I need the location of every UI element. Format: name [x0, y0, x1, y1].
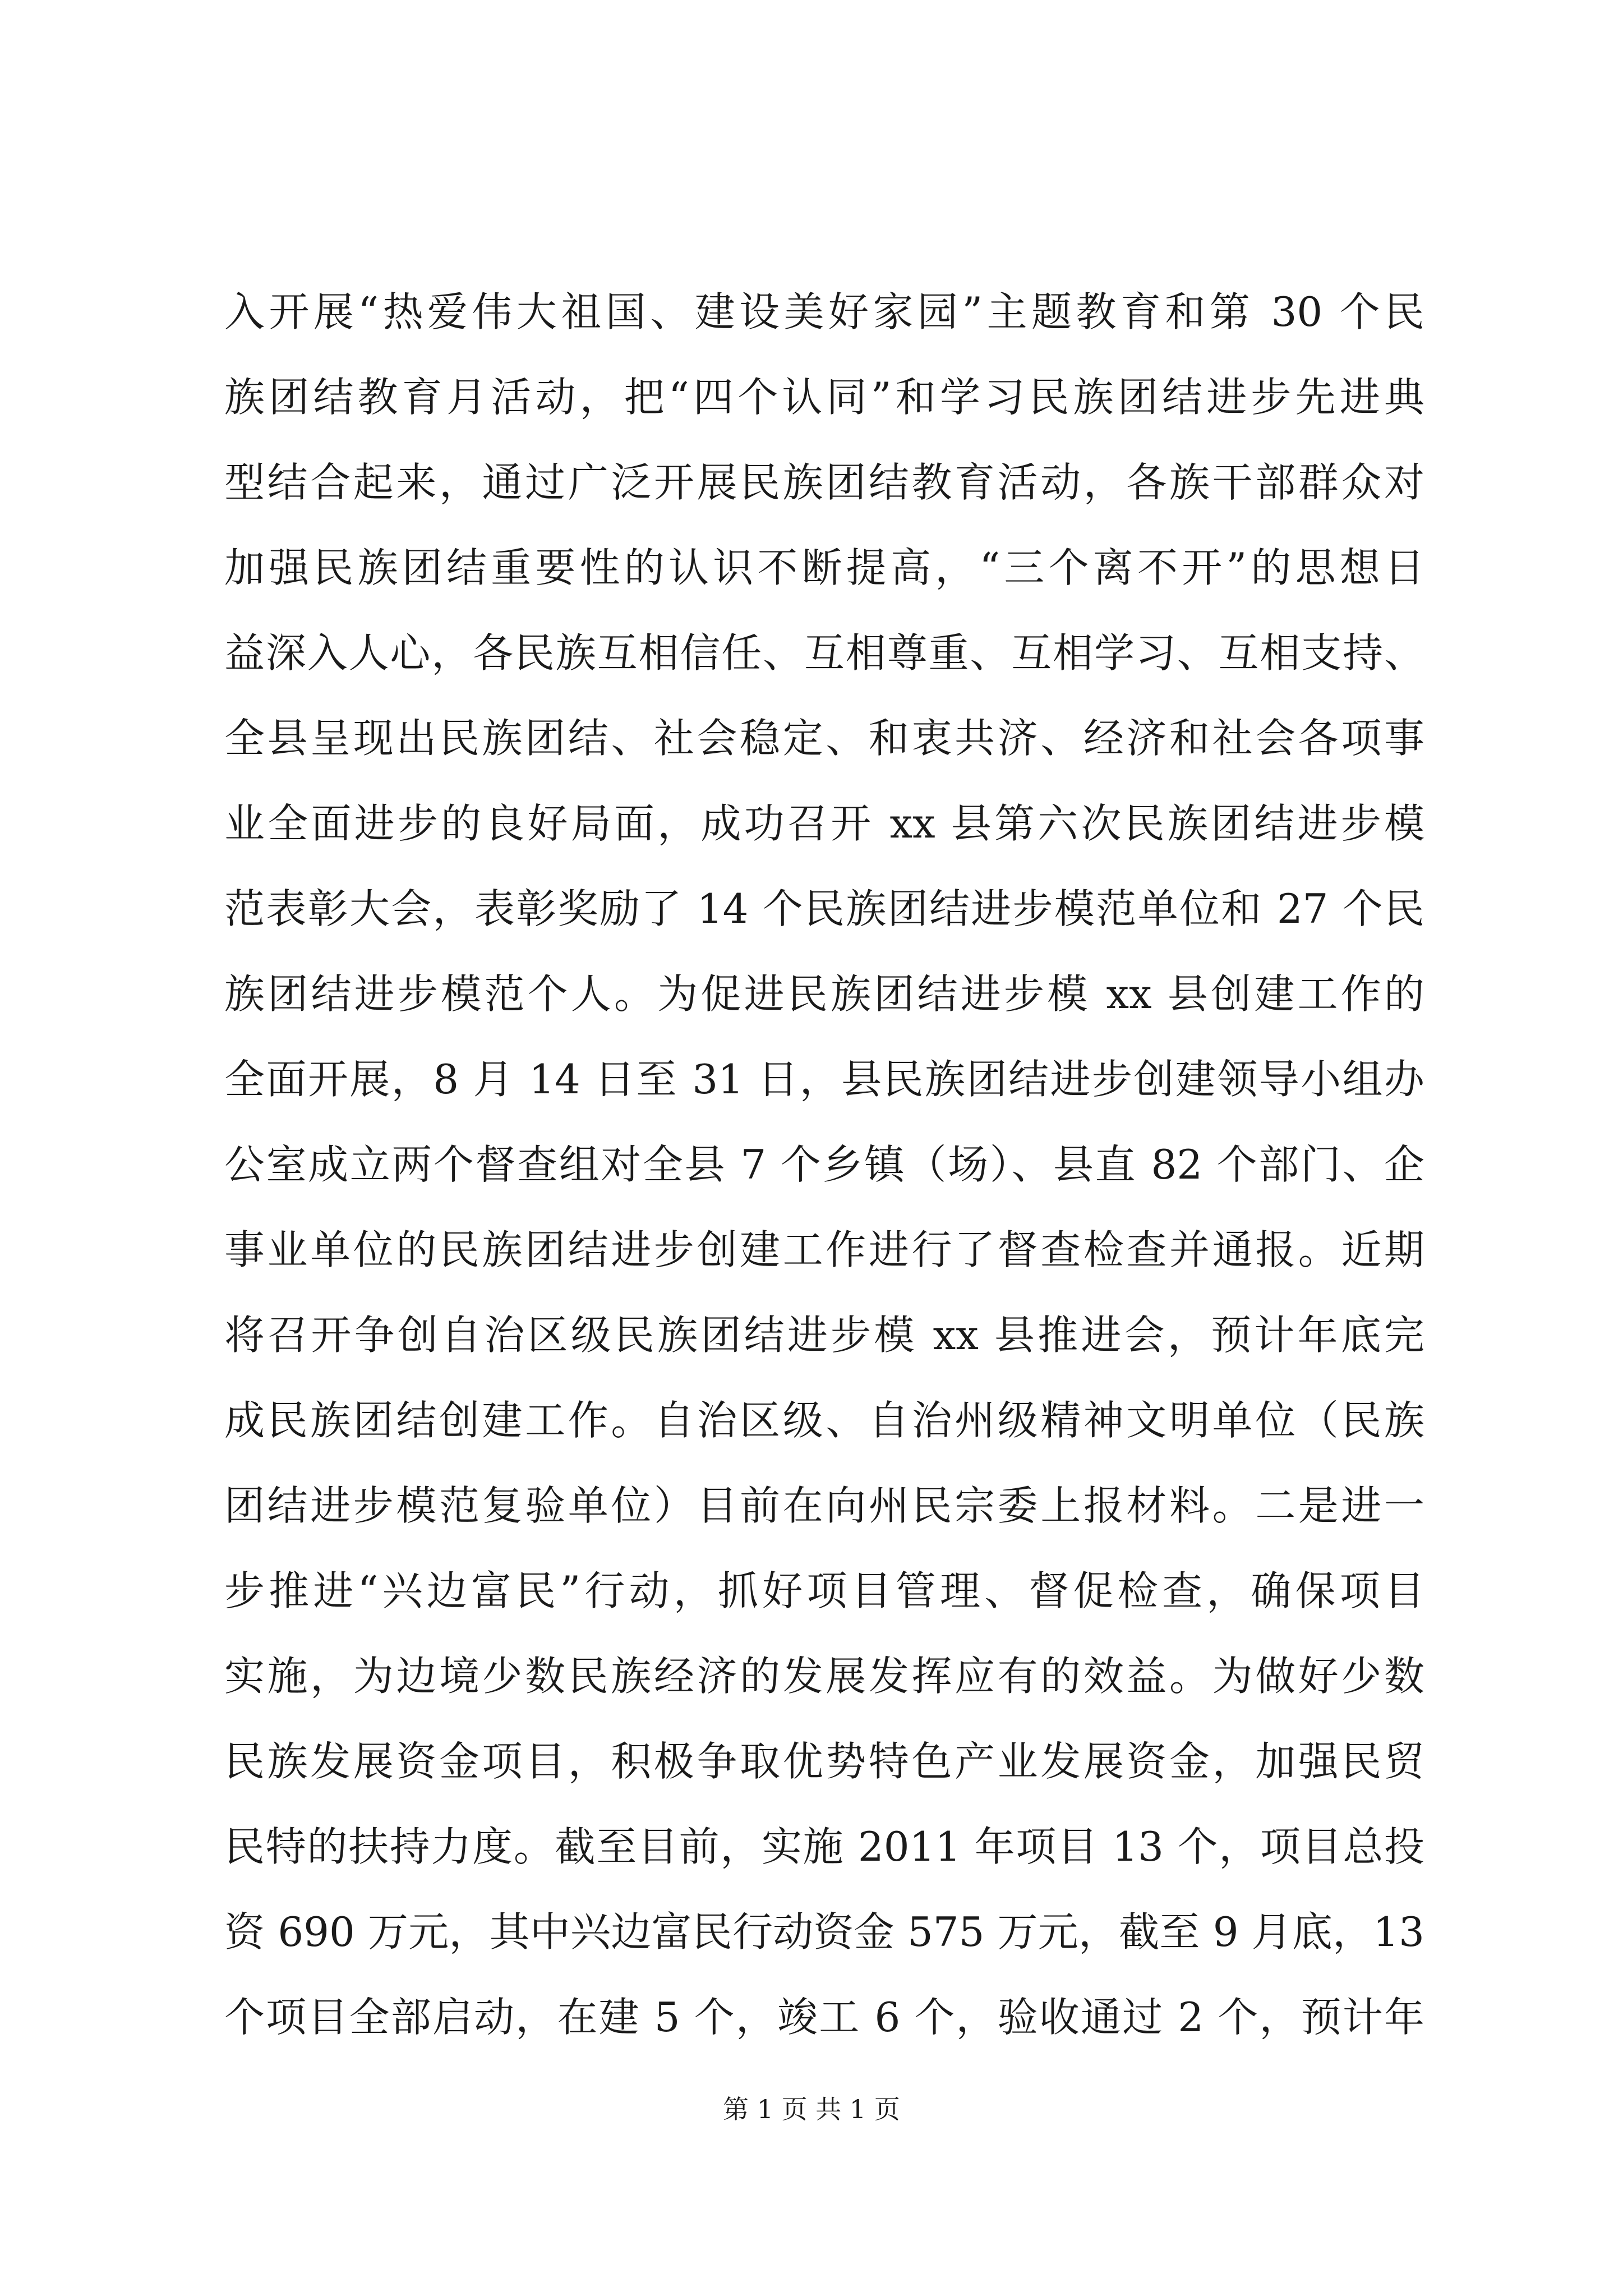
text-line: 族团结进步模范个人。为促进民族团结进步模 xx 县创建工作的	[224, 970, 1424, 1018]
text-line: 团结进步模范复验单位）目前在向州民宗委上报材料。二是进一	[224, 1482, 1424, 1529]
text-line: 公室成立两个督查组对全县 7 个乡镇（场）、县直 82 个部门、企	[224, 1141, 1424, 1188]
text-line: 民族发展资金项目，积极争取优势特色产业发展资金，加强民贸	[224, 1738, 1424, 1785]
text-line: 型结合起来，通过广泛开展民族团结教育活动，各族干部群众对	[224, 459, 1424, 506]
text-line: 族团结教育月活动，把“四个认同”和学习民族团结进步先进典	[224, 374, 1424, 421]
text-line: 业全面进步的良好局面，成功召开 xx 县第六次民族团结进步模	[224, 800, 1424, 847]
text-line: 实施，为边境少数民族经济的发展发挥应有的效益。为做好少数	[224, 1653, 1424, 1700]
text-line: 成民族团结创建工作。自治区级、自治州级精神文明单位（民族	[224, 1397, 1424, 1444]
text-line: 资 690 万元，其中兴边富民行动资金 575 万元，截至 9 月底，13	[224, 1908, 1424, 1955]
text-line: 步推进“兴边富民”行动，抓好项目管理、督促检查，确保项目	[224, 1567, 1424, 1614]
text-line: 益深入人心，各民族互相信任、互相尊重、互相学习、互相支持、	[224, 629, 1424, 677]
text-line: 民特的扶持力度。截至目前，实施 2011 年项目 13 个，项目总投	[224, 1823, 1424, 1870]
page-footer	[0, 2092, 1623, 2126]
page-number-label: 第 1 页 共 1 页	[723, 2094, 900, 2124]
text-line: 将召开争创自治区级民族团结进步模 xx 县推进会，预计年底完	[224, 1312, 1424, 1359]
text-line: 范表彰大会，表彰奖励了 14 个民族团结进步模范单位和 27 个民	[224, 885, 1424, 932]
text-line: 事业单位的民族团结进步创建工作进行了督查检查并通报。近期	[224, 1226, 1424, 1273]
text-line: 全县呈现出民族团结、社会稳定、和衷共济、经济和社会各项事	[224, 715, 1424, 762]
body-text	[224, 269, 1424, 2060]
text-line: 加强民族团结重要性的认识不断提高，“三个离不开”的思想日	[224, 544, 1424, 591]
text-line: 全面开展，8 月 14 日至 31 日，县民族团结进步创建领导小组办	[224, 1056, 1424, 1103]
text-line: 入开展“热爱伟大祖国、建设美好家园”主题教育和第 30 个民	[224, 288, 1424, 335]
text-line: 个项目全部启动，在建 5 个，竣工 6 个，验收通过 2 个，预计年	[224, 1994, 1424, 2041]
